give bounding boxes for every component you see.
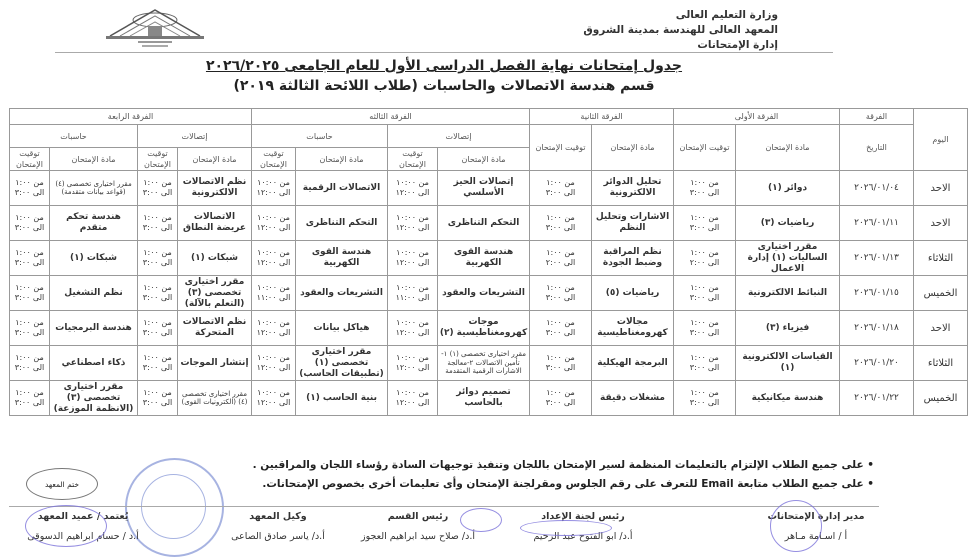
- time-from: من ١:٠٠: [690, 318, 719, 327]
- cell-time: [530, 241, 592, 276]
- time-from: من ١٠:٠٠: [396, 178, 429, 187]
- cell-subject: تصميم دوائر بالحاسب: [438, 381, 530, 416]
- cell-time: [252, 276, 296, 311]
- header-y3p-subject: مادة الإمتحان: [296, 148, 388, 171]
- cell-date: ٢٠٢٦/٠١/٢٢: [840, 381, 914, 416]
- header-divider: [55, 52, 833, 53]
- time-to: الى ٣:٠٠: [689, 293, 720, 302]
- signature-role: وكيل المعهد: [249, 511, 307, 522]
- cell-time: [252, 171, 296, 206]
- cell-day: الاحد: [914, 311, 968, 346]
- time-to: الى ١٢:٠٠: [395, 363, 430, 372]
- cell-day: الثلاثاء: [914, 346, 968, 381]
- cell-time: [10, 381, 50, 416]
- time-from: من ١٠:٠٠: [257, 388, 290, 397]
- time-to: الى ٣:٠٠: [689, 328, 720, 337]
- cell-subject: الاتصالات الرقمية: [296, 171, 388, 206]
- time-to: الى ١٢:٠٠: [256, 328, 291, 337]
- time-to: الى ١٢:٠٠: [395, 223, 430, 232]
- department-name: إدارة الإمتحانات: [697, 39, 778, 51]
- header-y2-subject: مادة الإمتحان: [592, 125, 674, 171]
- signature-vice-dean: [208, 510, 348, 544]
- time-from: من ١:٠٠: [15, 248, 44, 257]
- time-from: من ١٠:٠٠: [396, 388, 429, 397]
- cell-day: الثلاثاء: [914, 241, 968, 276]
- cell-time: [388, 276, 438, 311]
- cell-subject: التشريعات والعقود: [438, 276, 530, 311]
- time-from: من ١:٠٠: [143, 283, 172, 292]
- cell-date: ٢٠٢٦/٠١/١٣: [840, 241, 914, 276]
- header-fourth-year: الفرقة الرابعة: [10, 109, 252, 125]
- cell-date: ٢٠٢٦/٠١/٠٤: [840, 171, 914, 206]
- cell-subject: مقرر اختيارى تخصصى (١) (تطبيقات الحاسب): [296, 346, 388, 381]
- cell-time: [252, 346, 296, 381]
- cell-time: [138, 171, 178, 206]
- cell-subject: بنية الحاسب (١): [296, 381, 388, 416]
- cell-subject: دوائر (١): [736, 171, 840, 206]
- header-y4p-time: توقيت الإمتحان: [10, 148, 50, 171]
- cell-subject: نظم الاتصالات الالكترونية: [178, 171, 252, 206]
- cell-time: [674, 171, 736, 206]
- cell-time: [10, 276, 50, 311]
- handwritten-signature-icon: [460, 508, 502, 532]
- cell-subject: هندسة البرمجيات: [50, 311, 138, 346]
- time-from: من ١:٠٠: [15, 283, 44, 292]
- time-to: الى ٢:٠٠: [689, 258, 720, 267]
- cell-date: ٢٠٢٦/٠١/١٥: [840, 276, 914, 311]
- signature-name: أ / اسـامة مـاهر: [784, 531, 848, 542]
- time-from: من ١:٠٠: [143, 388, 172, 397]
- time-to: الى ٣:٠٠: [142, 398, 173, 407]
- time-from: من ١٠:٠٠: [257, 178, 290, 187]
- cell-subject: مجالات كهرومغناطيسية: [592, 311, 674, 346]
- cell-subject: هياكل بيانات: [296, 311, 388, 346]
- time-to: الى ٢:٠٠: [545, 258, 576, 267]
- cell-day: الخميس: [914, 381, 968, 416]
- signature-name: أ.د/ صلاح سيد ابراهيم العجوز: [361, 531, 475, 542]
- time-to: الى ٣:٠٠: [142, 293, 173, 302]
- cell-time: [388, 241, 438, 276]
- cell-subject: تحليل الدوائر الالكترونية: [592, 171, 674, 206]
- cell-time: [252, 206, 296, 241]
- time-from: من ١:٠٠: [546, 353, 575, 362]
- time-to: الى ٣:٠٠: [142, 188, 173, 197]
- table-row: [10, 346, 968, 381]
- time-to: الى ٣:٠٠: [142, 223, 173, 232]
- table-row: [10, 241, 968, 276]
- time-from: من ١:٠٠: [546, 248, 575, 257]
- signature-name: أ.د/ ابو الفتوح عبد الرحيم: [533, 531, 633, 542]
- header-date: التاريخ: [840, 125, 914, 171]
- time-to: الى ١٢:٠٠: [395, 398, 430, 407]
- header-y4c-time: توقيت الإمتحان: [138, 148, 178, 171]
- cell-time: [10, 241, 50, 276]
- signature-name: أ.د / حسام ابراهيم الدسوقى: [27, 531, 139, 542]
- header-y4-communications: إتصالات: [138, 125, 252, 148]
- cell-time: [674, 276, 736, 311]
- seal-label: ختم المعهد: [45, 479, 79, 489]
- time-from: من ١:٠٠: [546, 388, 575, 397]
- cell-subject: القياسات الالكترونية (١): [736, 346, 840, 381]
- cell-time: [10, 346, 50, 381]
- time-to: الى ٣:٠٠: [545, 398, 576, 407]
- header-first-year: الفرقة الأولى: [674, 109, 840, 125]
- cell-subject: نظم التشغيل: [50, 276, 138, 311]
- cell-subject: إتصالات الحيز الأسلسي: [438, 171, 530, 206]
- table-row: [10, 311, 968, 346]
- header-day: اليوم: [914, 109, 968, 171]
- time-to: الى ٣:٠٠: [689, 223, 720, 232]
- cell-time: [388, 381, 438, 416]
- cell-subject: التحكم التناظرى: [438, 206, 530, 241]
- time-to: الى ١٢:٠٠: [256, 398, 291, 407]
- time-from: من ١٠:٠٠: [396, 353, 429, 362]
- time-to: الى ٣:٠٠: [14, 188, 45, 197]
- header-y3c-time: توقيت الإمتحان: [388, 148, 438, 171]
- time-to: الى ٣:٠٠: [689, 398, 720, 407]
- cell-subject: مقرر اختيارى الساليات (١) إدارة الاعمال: [736, 241, 840, 276]
- header-y4p-subject: مادة الإمتحان: [50, 148, 138, 171]
- header-y3-computers: حاسبات: [252, 125, 388, 148]
- cell-subject: شبكات (١): [50, 241, 138, 276]
- time-to: الى ٣:٠٠: [142, 328, 173, 337]
- time-from: من ١:٠٠: [143, 178, 172, 187]
- time-from: من ١:٠٠: [690, 283, 719, 292]
- time-to: الى ١٢:٠٠: [395, 328, 430, 337]
- cell-time: [10, 206, 50, 241]
- cell-subject: الاتصالات عريضة النطاق: [178, 206, 252, 241]
- time-from: من ١٠:٠٠: [257, 248, 290, 257]
- cell-time: [674, 381, 736, 416]
- note-item: • على جميع الطلاب متابعة Email للتعرف على رقم الجلوس ومقرلجنة الإمتحان وأى تعليمات أخرى بخصوص الإمتحانات.: [253, 475, 874, 494]
- time-from: من ١٠:٠٠: [257, 283, 290, 292]
- header-y2-time: توقيت الإمتحان: [530, 125, 592, 171]
- cell-time: [388, 311, 438, 346]
- cell-time: [138, 206, 178, 241]
- cell-time: [10, 171, 50, 206]
- cell-subject: إنتشار الموجات: [178, 346, 252, 381]
- table-row: [10, 206, 968, 241]
- time-from: من ١٠:٠٠: [257, 213, 290, 222]
- header-y4-computers: حاسبات: [10, 125, 138, 148]
- header-group: الفرقة: [840, 109, 914, 125]
- cell-time: [674, 346, 736, 381]
- cell-subject: هندسة ميكانيكية: [736, 381, 840, 416]
- time-from: من ١:٠٠: [15, 213, 44, 222]
- signature-role: رئيس القسم: [387, 511, 449, 522]
- note-item: • على جميع الطلاب الإلتزام بالتعليمات المنظمة لسير الإمتحان باللجان وتنفيذ توجيهات السادة رؤساء اللجان والمراقبين .: [253, 456, 874, 475]
- cell-time: [138, 381, 178, 416]
- cell-subject: البرمجة الهيكلية: [592, 346, 674, 381]
- time-to: الى ٣:٠٠: [545, 223, 576, 232]
- schedule-title: جدول إمتحانات نهاية الفصل الدراسى الأول للعام الجامعى ٢٠٢٦/٢٠٢٥: [205, 58, 683, 74]
- time-to: الى ١٢:٠٠: [256, 258, 291, 267]
- cell-day: الخميس: [914, 276, 968, 311]
- cell-subject: مقرر اختيارى تخصصى (٣) (الانظمة الموزعة): [50, 381, 138, 416]
- cell-time: [388, 206, 438, 241]
- time-from: من ١:٠٠: [690, 353, 719, 362]
- cell-time: [674, 206, 736, 241]
- time-from: من ١:٠٠: [143, 318, 172, 327]
- cell-day: الاحد: [914, 206, 968, 241]
- time-to: الى ٣:٠٠: [14, 398, 45, 407]
- cell-subject: النبائط الالكترونية: [736, 276, 840, 311]
- handwritten-signature-icon: [25, 505, 107, 547]
- institute-logo-icon: [100, 6, 210, 48]
- cell-time: [10, 311, 50, 346]
- signature-name: أ.د/ ياسر صادق الصاعى: [231, 531, 325, 542]
- time-to: الى ٣:٠٠: [14, 328, 45, 337]
- signature-role: يُعتمد / عميد المعهد: [37, 511, 129, 522]
- cell-time: [138, 241, 178, 276]
- cell-time: [530, 206, 592, 241]
- time-from: من ١٠:٠٠: [396, 213, 429, 222]
- cell-day: الاحد: [914, 171, 968, 206]
- time-from: من ١٠:٠٠: [396, 283, 429, 292]
- header-y1-time: توقيت الإمتحان: [674, 125, 736, 171]
- time-to: الى ١٢:٠٠: [395, 258, 430, 267]
- time-from: من ١:٠٠: [143, 248, 172, 257]
- cell-date: ٢٠٢٦/٠١/١١: [840, 206, 914, 241]
- time-from: من ١:٠٠: [690, 388, 719, 397]
- time-from: من ١:٠٠: [546, 283, 575, 292]
- time-from: من ١:٠٠: [546, 213, 575, 222]
- table-row: [10, 171, 968, 206]
- cell-time: [530, 346, 592, 381]
- cell-subject: نظم المراقبة وضبط الجودة: [592, 241, 674, 276]
- cell-subject: هندسة تحكم متقدم: [50, 206, 138, 241]
- time-from: من ١:٠٠: [15, 388, 44, 397]
- cell-subject: الاشارات وتحليل النظم: [592, 206, 674, 241]
- time-to: الى ١٢:٠٠: [256, 188, 291, 197]
- schedule-subtitle: قسم هندسة الاتصالات والحاسبات (طلاب اللائحة الثالثة ٢٠١٩): [233, 78, 655, 94]
- time-to: الى ٣:٠٠: [545, 293, 576, 302]
- header-y3c-subject: مادة الإمتحان: [438, 148, 530, 171]
- time-from: من ١:٠٠: [546, 178, 575, 187]
- time-from: من ١:٠٠: [15, 318, 44, 327]
- cell-subject: مقرر اختيارى تخصصى (٤) (قواعد بيانات متقدمة): [50, 171, 138, 206]
- cell-subject: التحكم التناظرى: [296, 206, 388, 241]
- cell-subject: مشغلات دقيقة: [592, 381, 674, 416]
- cell-time: [252, 241, 296, 276]
- handwritten-signature-icon: [520, 520, 612, 536]
- cell-time: [138, 276, 178, 311]
- header-second-year: الفرقة الثانية: [530, 109, 674, 125]
- time-to: الى ١١:٠٠: [256, 293, 291, 302]
- cell-time: [252, 381, 296, 416]
- signature-divider: [9, 506, 879, 507]
- header-y3p-time: توقيت الإمتحان: [252, 148, 296, 171]
- cell-subject: نظم الاتصالات المتحركة: [178, 311, 252, 346]
- time-from: من ١:٠٠: [143, 213, 172, 222]
- signature-role: مدير إدارة الإمتحانات: [767, 511, 865, 522]
- time-from: من ١:٠٠: [15, 353, 44, 362]
- institute-name: المعهد العالى للهندسة بمدينة الشروق: [583, 24, 778, 36]
- time-to: الى ٣:٠٠: [14, 293, 45, 302]
- cell-time: [530, 276, 592, 311]
- cell-subject: رياضيات (٣): [736, 206, 840, 241]
- cell-subject: هندسة القوى الكهربية: [296, 241, 388, 276]
- time-from: من ١:٠٠: [143, 353, 172, 362]
- cell-time: [388, 346, 438, 381]
- time-from: من ١:٠٠: [15, 178, 44, 187]
- time-from: من ١:٠٠: [690, 248, 719, 257]
- cell-time: [252, 311, 296, 346]
- cell-subject: التشريعات والعقود: [296, 276, 388, 311]
- header-y4c-subject: مادة الإمتحان: [178, 148, 252, 171]
- cell-subject: هندسة القوى الكهربية: [438, 241, 530, 276]
- notes-list: [253, 456, 874, 494]
- time-to: الى ٣:٠٠: [689, 188, 720, 197]
- cell-time: [138, 311, 178, 346]
- time-to: الى ٣:٠٠: [545, 328, 576, 337]
- handwritten-signature-icon: [770, 500, 822, 552]
- time-to: الى ١٢:٠٠: [395, 188, 430, 197]
- cell-subject: شبكات (١): [178, 241, 252, 276]
- cell-date: ٢٠٢٦/٠١/١٨: [840, 311, 914, 346]
- time-to: الى ١١:٠٠: [395, 293, 430, 302]
- time-to: الى ٣:٠٠: [14, 223, 45, 232]
- institution-header: [583, 8, 778, 53]
- time-to: الى ٣:٠٠: [545, 363, 576, 372]
- time-from: من ١:٠٠: [690, 213, 719, 222]
- ministry-name: وزارة التعليم العالى: [675, 9, 778, 21]
- cell-subject: مقرر اختيارى تخصصى (١) ١-تأمين الاتصالات ٢-معالجة الاشارات الرقمية المتقدمة: [438, 346, 530, 381]
- cell-subject: مقرر اختيارى تخصصى (٤) (الكترونيات القوى): [178, 381, 252, 416]
- time-to: الى ٣:٠٠: [689, 363, 720, 372]
- time-from: من ١:٠٠: [546, 318, 575, 327]
- time-from: من ١٠:٠٠: [257, 353, 290, 362]
- header-y3-communications: إتصالات: [388, 125, 530, 148]
- table-row: [10, 276, 968, 311]
- time-to: الى ١٢:٠٠: [256, 363, 291, 372]
- exam-schedule-table: [9, 108, 968, 416]
- header-y1-subject: مادة الإمتحان: [736, 125, 840, 171]
- cell-time: [530, 171, 592, 206]
- signature-role: رئيس لجنة الإعداد: [541, 511, 625, 522]
- cell-time: [674, 241, 736, 276]
- time-to: الى ٣:٠٠: [142, 363, 173, 372]
- time-to: الى ٣:٠٠: [142, 258, 173, 267]
- time-from: من ١٠:٠٠: [257, 318, 290, 327]
- time-from: من ١٠:٠٠: [396, 318, 429, 327]
- time-to: الى ٣:٠٠: [545, 188, 576, 197]
- cell-subject: فيزياء (٣): [736, 311, 840, 346]
- cell-subject: ذكاء اصطناعي: [50, 346, 138, 381]
- institute-seal-placeholder: [26, 468, 98, 500]
- time-from: من ١:٠٠: [690, 178, 719, 187]
- cell-subject: مقرر اختيارى تخصصى (٣) (التعلم بالآلة): [178, 276, 252, 311]
- cell-time: [530, 381, 592, 416]
- cell-time: [388, 171, 438, 206]
- time-to: الى ٣:٠٠: [14, 258, 45, 267]
- cell-date: ٢٠٢٦/٠١/٢٠: [840, 346, 914, 381]
- time-from: من ١٠:٠٠: [396, 248, 429, 257]
- header-third-year: الفرقة الثالثه: [252, 109, 530, 125]
- table-row: [10, 381, 968, 416]
- time-to: الى ١٢:٠٠: [256, 223, 291, 232]
- cell-subject: رياضيات (٥): [592, 276, 674, 311]
- cell-time: [530, 311, 592, 346]
- cell-subject: موجات كهرومغناطيسية (٢): [438, 311, 530, 346]
- cell-time: [138, 346, 178, 381]
- time-to: الى ٣:٠٠: [14, 363, 45, 372]
- cell-time: [674, 311, 736, 346]
